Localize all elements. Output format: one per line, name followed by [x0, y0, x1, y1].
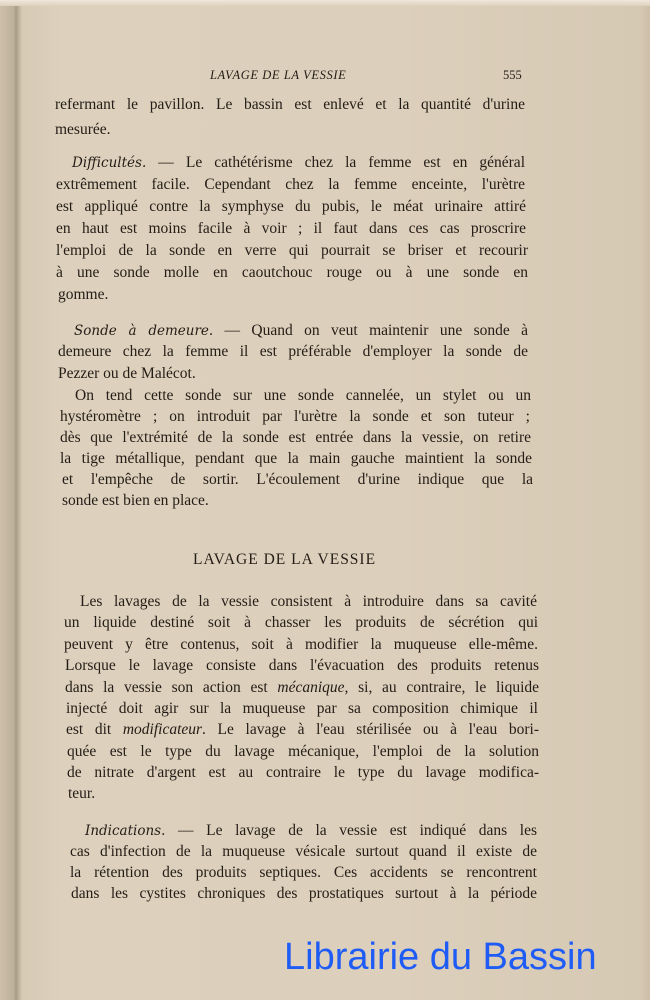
text-line: [85, 821, 537, 841]
text-span: hystéromètre ; on introduit par l'urètre la sonde et son tuteur ;: [60, 408, 530, 425]
text-span: dès que l'extrémité de la sonde est entrée dans la vessie, on retire: [60, 429, 531, 446]
text-span: sonde est bien en place.: [62, 492, 209, 509]
text-line: [60, 428, 531, 448]
text-line: [58, 285, 108, 305]
text-span: en haut est moins facile à voir ; il faut dans ces cas proscrire: [56, 220, 526, 237]
text-line: [60, 407, 530, 427]
text-span: un liquide destiné soit à chasser les produits de sécrétion qui: [64, 614, 538, 631]
text-span: de nitrate d'argent est au contraire le type du lavage modifica-: [67, 764, 539, 781]
text-span: — Le cathétérisme chez la femme est en général: [146, 154, 525, 171]
text-line: [55, 95, 525, 115]
text-span: à une sonde molle en caoutchouc rouge ou à une sonde en: [56, 264, 528, 281]
text-span: peuvent y être contenus, soit à modifier la muqueuse elle-même.: [64, 636, 538, 653]
text-span: Les lavages de la vessie consistent à introduire dans sa cavité: [80, 593, 537, 610]
text-line: [68, 784, 95, 804]
text-span: cas d'infection de la muqueuse vésicale surtout quand il existe de: [70, 843, 537, 860]
text-span: la rétention des produits septiques. Ces accidents se rencontrent: [70, 864, 537, 881]
text-line: [72, 153, 525, 173]
text-line: [67, 742, 539, 762]
text-span: Pezzer ou de Malécot.: [58, 365, 196, 382]
italic-text: Indications.: [85, 823, 166, 839]
italic-text: mécanique,: [277, 679, 349, 696]
text-line: [65, 656, 539, 676]
text-line: [58, 342, 528, 362]
section-heading: LAVAGE DE LA VESSIE: [193, 551, 377, 568]
text-line: [55, 120, 111, 140]
text-span: demeure chez la femme il est préférable d'employer la sonde de: [58, 343, 528, 360]
page-number: 555: [503, 68, 522, 82]
text-span: On tend cette sonde sur une sonde cannelée, un stylet ou un: [75, 387, 531, 404]
text-span: mesurée.: [55, 121, 111, 138]
text-span: Lorsque le lavage consiste dans l'évacuation des produits retenus: [65, 657, 539, 674]
text-span: dans la vessie son action est: [65, 679, 278, 696]
text-span: — Quand on veut maintenir une sonde à: [213, 322, 529, 339]
text-span: si, au contraire, le liquide: [348, 679, 539, 696]
text-line: [67, 763, 539, 783]
text-line: [56, 175, 525, 195]
italic-text: Sonde à demeure.: [74, 323, 214, 339]
text-line: [65, 678, 539, 698]
text-line: [56, 241, 528, 261]
text-line: [62, 470, 533, 490]
text-span: est dit: [66, 721, 123, 738]
text-span: . Le lavage à l'eau stérilisée ou à l'eau bori-: [202, 721, 539, 738]
text-line: [70, 863, 537, 883]
italic-text: Difficultés.: [72, 155, 147, 171]
text-line: [80, 592, 537, 612]
text-span: extrêmement facile. Cependant chez la femme enceinte, l'urètre: [56, 176, 525, 193]
text-span: quée est le type du lavage mécanique, l'emploi de la solution: [67, 743, 539, 760]
text-span: injecté doit agir sur la muqueuse par sa composition chimique il: [66, 700, 538, 717]
page-top-edge: [0, 0, 650, 6]
text-line: [56, 219, 526, 239]
text-span: et l'empêche de sortir. L'écoulement d'urine indique que la: [62, 471, 533, 488]
adjacent-page-edge: [0, 0, 14, 1000]
text-line: [56, 263, 528, 283]
italic-text: modificateur: [122, 721, 203, 738]
text-span: l'emploi de la sonde en verre qui pourrait se briser et recourir: [56, 242, 528, 259]
text-span: dans les cystites chroniques des prostatiques surtout à la période: [71, 885, 537, 902]
text-line: [64, 613, 538, 633]
text-span: est appliqué contre la symphyse du pubis, le méat urinaire attiré: [56, 198, 526, 215]
text-line: [66, 699, 538, 719]
text-line: [75, 386, 531, 406]
text-span: — Le lavage de la vessie est indiqué dans les: [165, 822, 537, 839]
text-line: [74, 321, 528, 341]
text-line: [60, 449, 532, 469]
text-line: [56, 197, 526, 217]
text-line: [66, 720, 539, 740]
text-line: [71, 884, 537, 904]
text-span: teur.: [68, 785, 96, 802]
text-span: la tige métallique, pendant que la main gauche maintient la sonde: [60, 450, 532, 467]
text-span: refermant le pavillon. Le bassin est enlevé et la quantité d'urine: [55, 96, 525, 113]
text-line: [62, 491, 209, 511]
text-line: [70, 842, 537, 862]
text-line: [58, 364, 196, 384]
watermark: Librairie du Bassin: [284, 936, 597, 978]
running-head: LAVAGE DE LA VESSIE: [210, 68, 347, 82]
text-line: [64, 635, 538, 655]
text-span: gomme.: [58, 286, 109, 303]
